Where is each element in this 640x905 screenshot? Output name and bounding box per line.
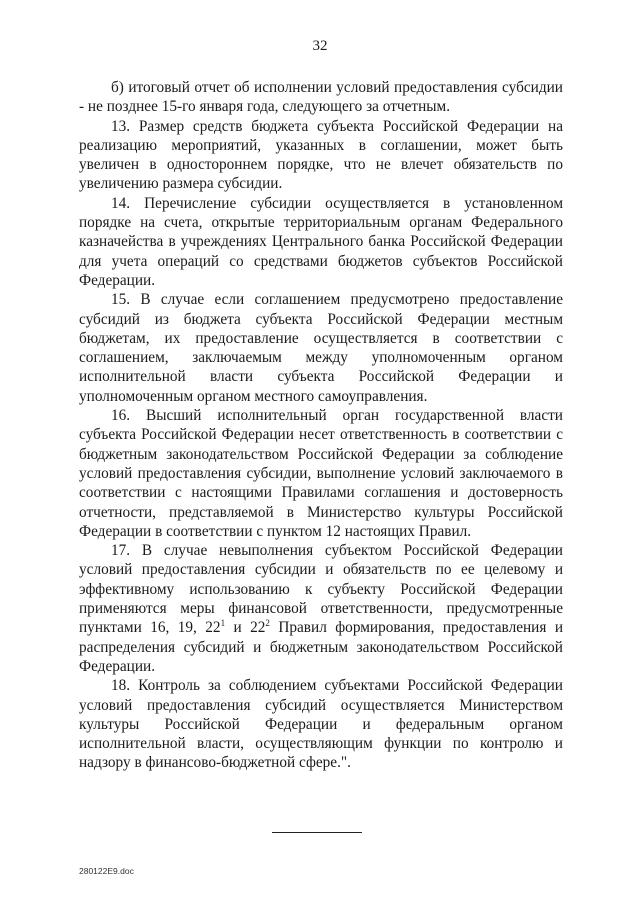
paragraph-13: 13. Размер средств бюджета субъекта Российской Федерации на реализацию мероприятий, указанных в соглашении, может быть увеличен в одностороннем порядке, что не влечет обязательств по увеличению размера субсидии. [79, 117, 563, 193]
end-divider-line [272, 832, 362, 833]
page-number: 32 [312, 38, 328, 54]
paragraph-17-text-middle: и 22 [225, 619, 266, 637]
superscript-2: 2 [265, 618, 270, 629]
paragraph-17 [79, 541, 563, 676]
paragraph-18: 18. Контроль за соблюдением субъектами Российской Федерации условий предоставления субсидий осуществляется Министерством культуры Российской Федерации и федеральным органом исполнительной власти, осуществляющим функции по контролю и надзору в финансово-бюджетной сфере.". [79, 677, 563, 772]
paragraph-17-text-before: 17. В случае невыполнения субъектом Российской Федерации условий предоставления субсидии и обязательств по ее целевому и эффективному использованию к субъекту Российской Федерации применяются меры финансовой ответственности, предусмотренные пунктами 16, 19, 22 [79, 542, 563, 637]
paragraph-b-final-report: б) итоговый отчет об исполнении условий предоставления субсидии - не позднее 15-го января года, следующего за отчетным. [79, 79, 563, 116]
footer-filename: 280122E9.doc [79, 866, 134, 876]
paragraph-17-text-after: Правил формирования, предоставления и распределения субсидий и бюджетным законодательством Российской Федерации. [79, 619, 564, 675]
paragraph-14: 14. Перечисление субсидии осуществляется в установленном порядке на счета, открытые территориальным органам Федерального казначейства в учреждениях Центрального банка Российской Федерации для учета операций со средствами бюджетов субъектов Российской Федерации. [79, 194, 563, 289]
paragraph-15: 15. В случае если соглашением предусмотрено предоставление субсидий из бюджета субъекта Российской Федерации местным бюджетам, их предоставление осуществляется в соответствии с соглашением, заключаемым между уполномоченным органом исполнительной власти субъекта Российской Федерации и уполномоченным органом местного самоуправления. [79, 291, 563, 405]
paragraph-16: 16. Высший исполнительный орган государственной власти субъекта Российской Федерации несет ответственность в соответствии с бюджетным законодательством Российской Федерации за соблюдение условий предоставления субсидии, выполнение условий заключаемого в соответствии с настоящими Правилами соглашения и достоверность отчетности, представляемой в Министерство культуры Российской Федерации в соответствии с пунктом 12 настоящих Правил. [79, 407, 563, 540]
superscript-1: 1 [220, 618, 226, 629]
document-body [79, 78, 563, 773]
